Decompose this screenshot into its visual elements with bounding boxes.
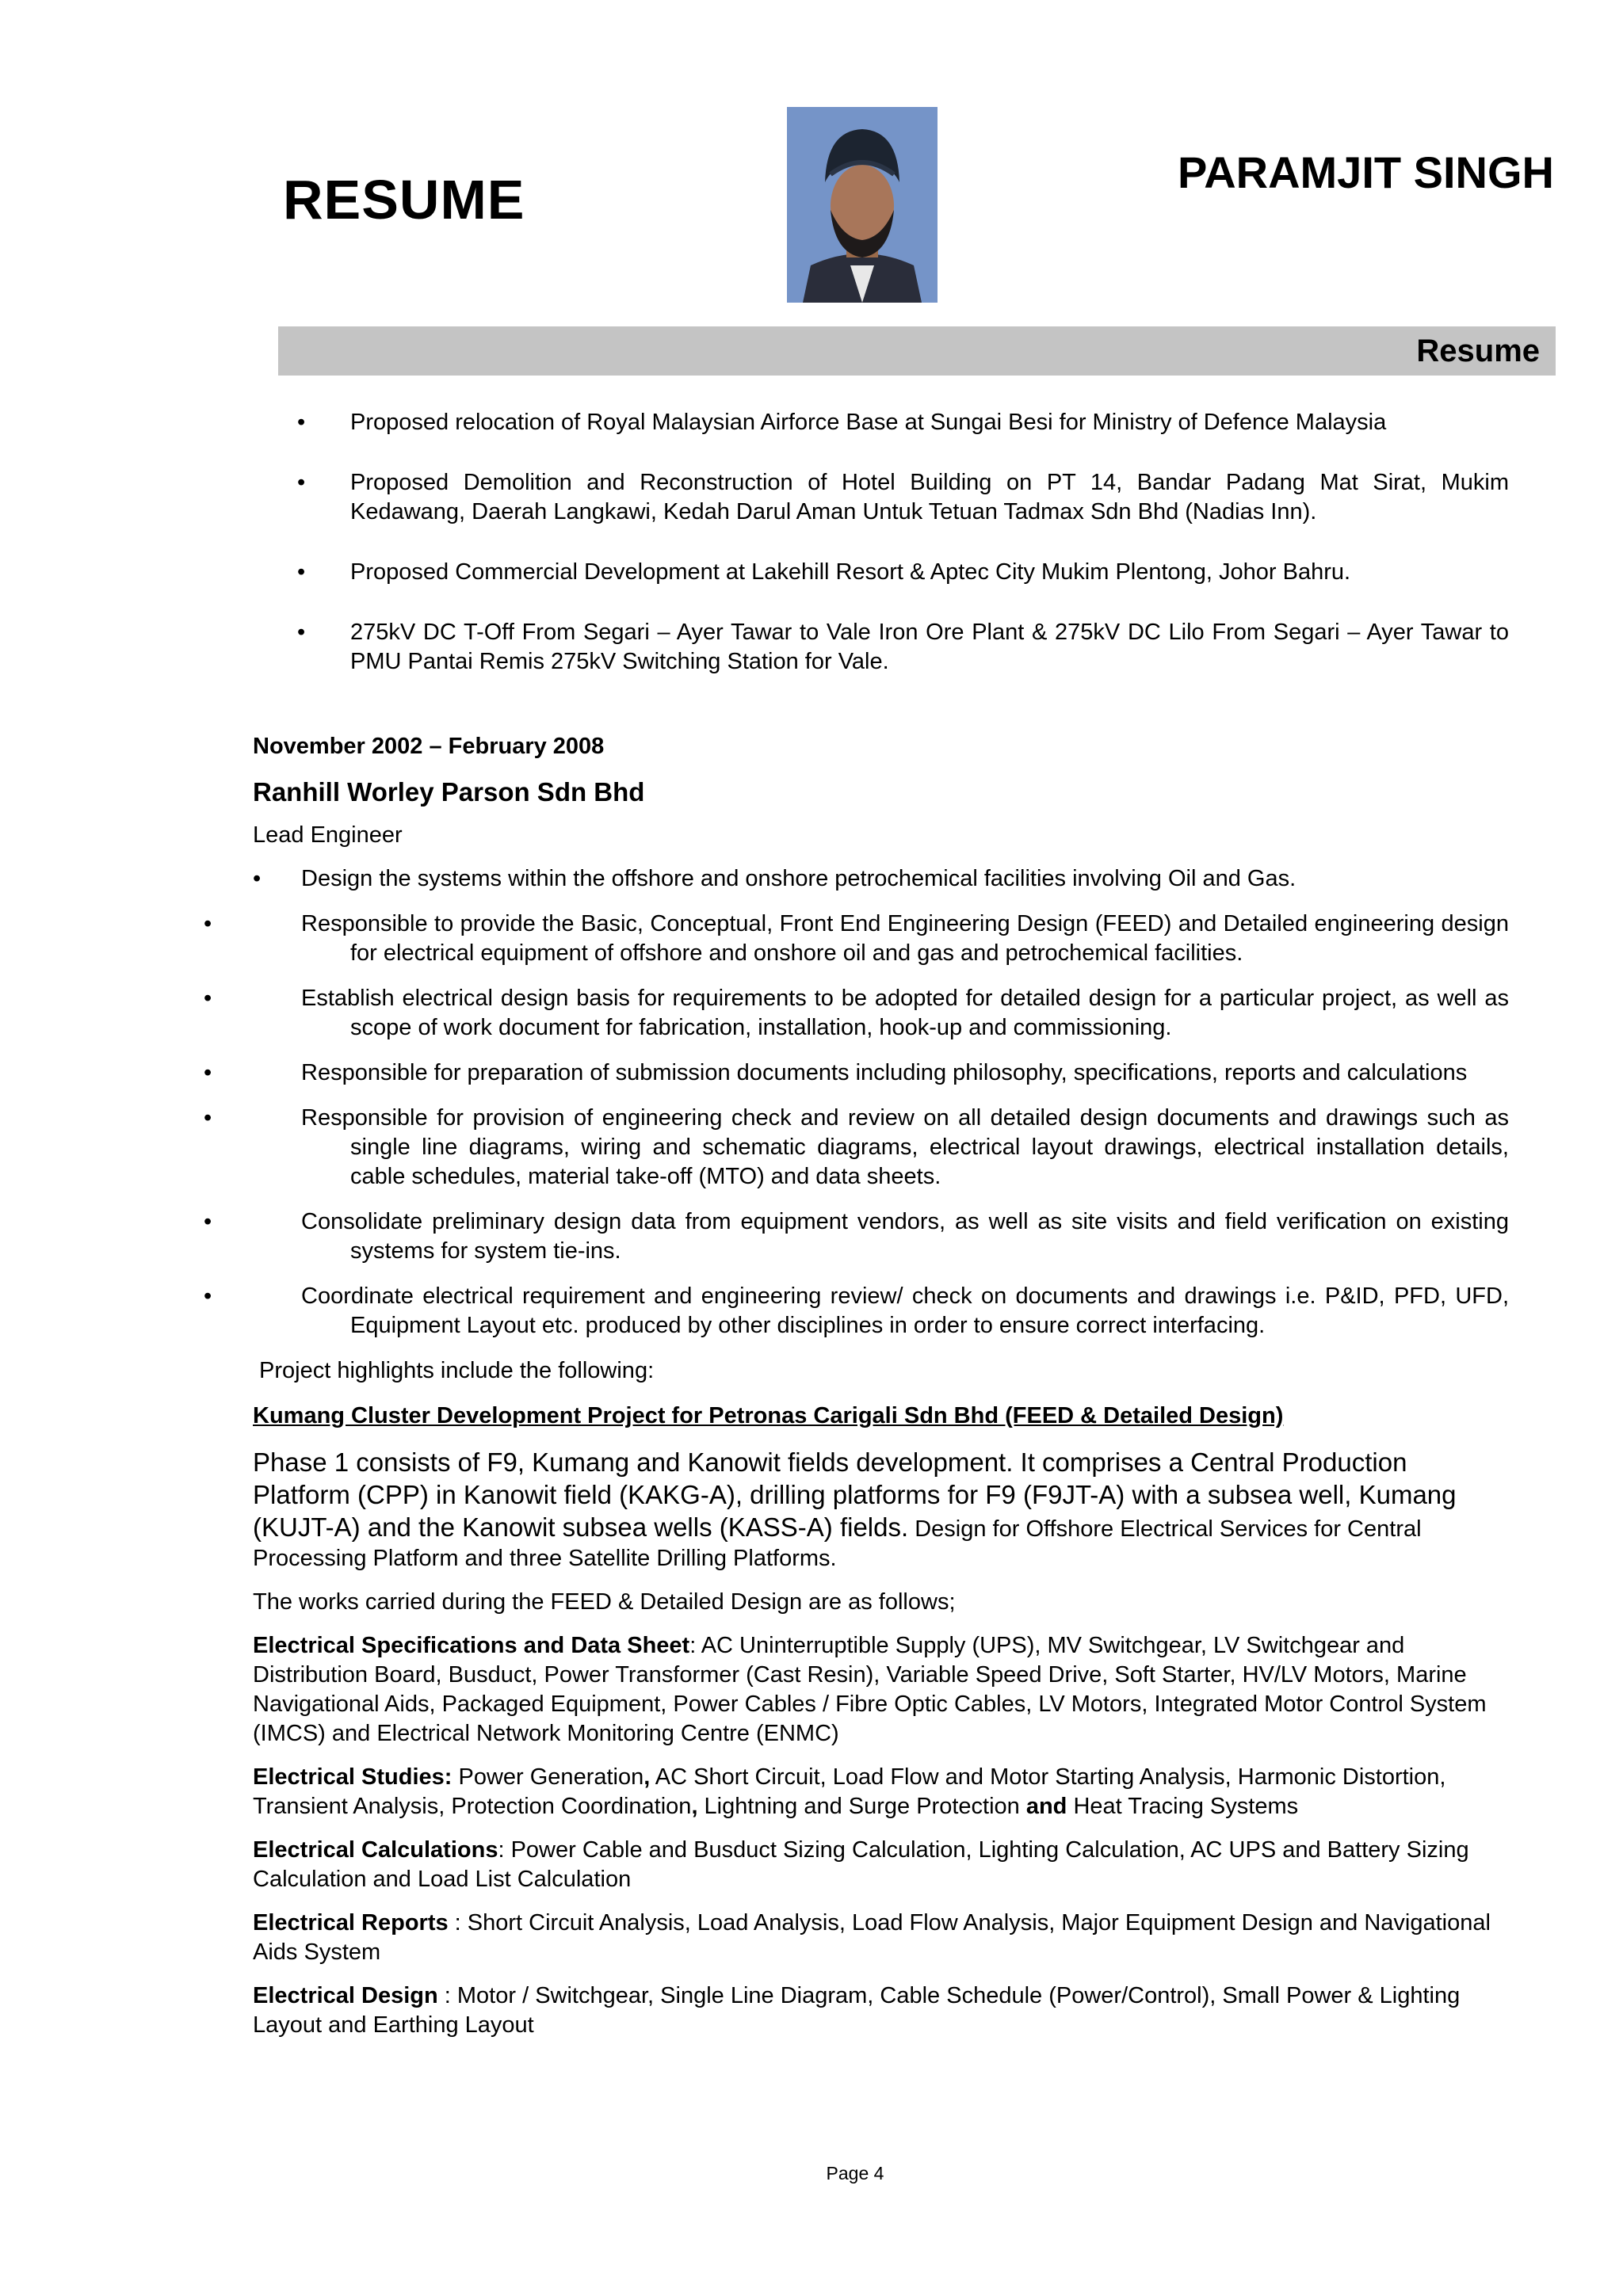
resume-content: [253, 408, 1509, 2054]
design-paragraph: [253, 1981, 1509, 2040]
list-item: • 275kV DC T-Off From Segari – Ayer Tawar to Vale Iron Ore Plant & 275kV DC Lilo From Segari – Ayer Tawar to PMU Pantai Remis 275kV Switching Station for Vale.: [253, 618, 1509, 677]
studies-label: Electrical Studies:: [253, 1764, 453, 1790]
list-item: • Responsible to provide the Basic, Conceptual, Front End Engineering Design (FEED) and Detailed engineering design for electrical equipment of offshore and onshore oil and gas and petrochemical facilities.: [253, 910, 1509, 968]
studies-text-1: Power Generation: [452, 1764, 644, 1790]
highlight-title: Kumang Cluster Development Project for Petronas Carigali Sdn Bhd (FEED & Detailed Design): [253, 1403, 1284, 1428]
highlights-intro: Project highlights include the following:: [259, 1358, 655, 1383]
project-list: [253, 408, 1509, 677]
duties-list: [253, 864, 1509, 1341]
calc-paragraph: [253, 1836, 1509, 1894]
list-item: • Proposed Commercial Development at Lakehill Resort & Aptec City Mukim Plentong, Johor Bahru.: [253, 558, 1509, 587]
company-name: Ranhill Worley Parson Sdn Bhd: [253, 777, 645, 807]
list-item: • Proposed relocation of Royal Malaysian Airforce Base at Sungai Besi for Ministry of Defence Malaysia: [253, 408, 1509, 437]
section-bar-label: Resume: [1416, 333, 1540, 368]
list-item: • Establish electrical design basis for requirements to be adopted for detailed design for a particular project, as well as scope of work document for fabrication, installation, hook-up and commissioning.: [253, 984, 1509, 1043]
phase-main-text: Phase 1 consists of F9, Kumang and Kanowit fields development. It comprises a Central Production Platform (CPP) in Kanowit field (KAKG-A), drilling platforms for F9 (F9JT-A) with a subsea well, Kumang (KUJT-A) and the Kanowit subsea wells (KASS-A) fields.: [253, 1447, 1457, 1542]
list-item: • Design the systems within the offshore and onshore petrochemical facilities involving Oil and Gas.: [253, 864, 1509, 894]
calc-text: : Power Cable and Busduct Sizing Calculation, Lighting Calculation, AC UPS and Battery Sizing Calculation and Load List Calculation: [253, 1837, 1469, 1892]
list-item: • Responsible for provision of engineering check and review on all detailed design documents and drawings such as single line diagrams, wiring and schematic diagrams, electrical layout drawings, electrical installation details, cable schedules, material take-off (MTO) and data sheets.: [253, 1104, 1509, 1192]
list-item: • Consolidate preliminary design data from equipment vendors, as well as site visits and field verification on existing systems for system tie-ins.: [253, 1207, 1509, 1266]
specs-text: : AC Uninterruptible Supply (UPS), MV Switchgear, LV Switchgear and Distribution Board, Busduct, Power Transformer (Cast Resin), Variable Speed Drive, Soft Starter, HV/LV Motors, Marine Navigational Aids, Packaged Equipment, Power Cables / Fibre Optic Cables, LV Motors, Integrated Motor Control System (IMCS) and Electrical Network Monitoring Centre (ENMC): [253, 1633, 1487, 1746]
calc-label: Electrical Calculations: [253, 1837, 498, 1863]
job-role: Lead Engineer: [253, 822, 403, 848]
list-item: • Proposed Demolition and Reconstruction of Hotel Building on PT 14, Bandar Padang Mat Sirat, Mukim Kedawang, Daerah Langkawi, Kedah Darul Aman Untuk Tetuan Tadmax Sdn Bhd (Nadias Inn).: [253, 468, 1509, 527]
studies-text-2: AC Short Circuit, Load Flow and Motor Starting Analysis, Harmonic Distortion, Transient Analysis, Protection Coordination: [253, 1764, 1446, 1819]
candidate-name: PARAMJIT SINGH: [1178, 147, 1554, 197]
reports-label: Electrical Reports: [253, 1910, 449, 1936]
list-item: • Responsible for preparation of submission documents including philosophy, specifications, reports and calculations: [253, 1058, 1509, 1088]
reports-paragraph: [253, 1909, 1509, 1967]
design-label: Electrical Design: [253, 1983, 438, 2008]
studies-text-3: Lightning and Surge Protection: [697, 1794, 1026, 1819]
resume-heading: RESUME: [283, 169, 525, 231]
works-intro: The works carried during the FEED & Detailed Design are as follows;: [253, 1589, 956, 1615]
specs-paragraph: [253, 1631, 1509, 1749]
studies-paragraph: [253, 1763, 1509, 1821]
specs-label: Electrical Specifications and Data Sheet: [253, 1633, 690, 1658]
studies-and: and: [1025, 1794, 1067, 1819]
page-number: Page 4: [826, 2163, 884, 2183]
studies-comma-1: ,: [643, 1764, 651, 1790]
studies-comma-2: ,: [691, 1794, 698, 1819]
reports-text: : Short Circuit Analysis, Load Analysis, Load Flow Analysis, Major Equipment Design and Navigational Aids System: [253, 1910, 1491, 1965]
job-period: November 2002 – February 2008: [253, 734, 605, 759]
profile-photo: [787, 107, 938, 303]
design-text: : Motor / Switchgear, Single Line Diagram, Cable Schedule (Power/Control), Small Power & Lighting Layout and Earthing Layout: [253, 1983, 1461, 2038]
list-item: • Coordinate electrical requirement and engineering review/ check on documents and drawings i.e. P&ID, PFD, UFD, Equipment Layout etc. produced by other disciplines in order to ensure correct interfacing.: [253, 1282, 1509, 1341]
section-bar: [278, 326, 1556, 376]
phase-extra-text: Design for Offshore Electrical Services for Central Processing Platform and three Satellite Drilling Platforms.: [253, 1516, 1422, 1571]
phase-description: [253, 1447, 1509, 1573]
studies-text-4: Heat Tracing Systems: [1067, 1794, 1299, 1819]
